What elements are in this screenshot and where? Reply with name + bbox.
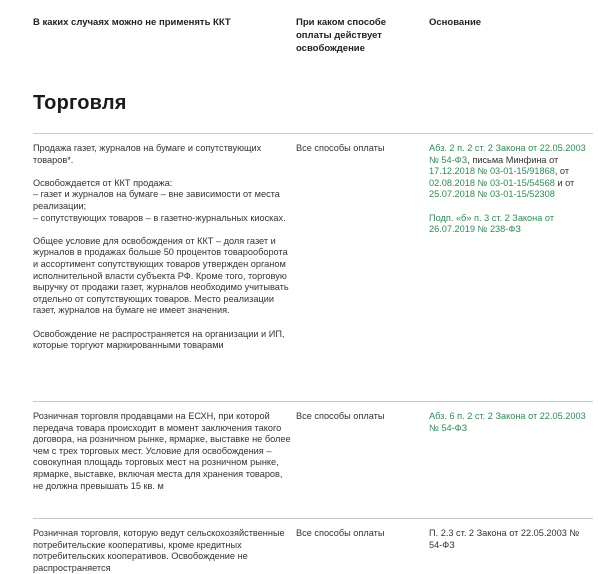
section-title: Торговля xyxy=(33,92,127,114)
law-link[interactable]: Абз. 2 п. 2 ст. 2 Закона от 22.05.2003 № 54-ФЗ xyxy=(429,143,586,165)
basis-cell xyxy=(429,411,589,434)
row-divider xyxy=(33,401,593,402)
basis-reference xyxy=(429,528,589,551)
payment-cell: Все способы оплаты xyxy=(296,528,385,538)
case-cell xyxy=(33,528,291,574)
basis-cell xyxy=(429,143,589,236)
basis-reference xyxy=(429,411,589,434)
header-payment: При каком способе оплаты действует освобождение xyxy=(296,17,387,54)
law-link[interactable]: Абз. 6 п. 2 ст. 2 Закона от 22.05.2003 № 54-ФЗ xyxy=(429,411,586,433)
law-link[interactable]: 25.07.2018 № 03-01-15/52308 xyxy=(429,189,555,200)
case-cell xyxy=(33,411,291,492)
case-paragraph: Розничная торговля, которую ведут сельскохозяйственные потребительские кооперативы, кроме кредитных потребительских кооперативов. Освобождение не распространяется xyxy=(33,528,285,573)
case-paragraph: Продажа газет, журналов на бумаге и сопутствующих товаров*. xyxy=(33,143,262,165)
law-link[interactable]: Подп. «б» п. 3 ст. 2 Закона от 26.07.2019 № 238-ФЗ xyxy=(429,212,555,235)
basis-text: , письма Минфина от xyxy=(467,154,559,165)
case-paragraph: Освобождение не распространяется на организации и ИП, которые торгуют маркированными товарами xyxy=(33,328,285,351)
basis-text: П. 2.3 ст. 2 Закона от 22.05.2003 № 54-ФЗ xyxy=(429,528,580,550)
row-divider xyxy=(33,133,593,134)
law-link[interactable]: 02.08.2018 № 03-01-15/54568 xyxy=(429,177,555,188)
case-paragraph: Общее условие для освобождения от ККТ – доля газет и журналов в продажах больше 50 процентов товарооборота и ассортимент сопутствующих товаров утвержден органом исполнительной власти субъекта РФ. Кроме того, торговую выручку от продажи газет, журналов необходимо учитывать отдельно от сопутствующих товаров. Место реализации газет, журналов на бумаге не имеет значения. xyxy=(33,235,289,316)
header-case: В каких случаях можно не применять ККТ xyxy=(33,17,231,28)
basis-reference xyxy=(429,213,589,236)
payment-cell: Все способы оплаты xyxy=(296,411,385,421)
case-cell xyxy=(33,143,291,352)
basis-reference xyxy=(429,143,589,201)
payment-cell: Все способы оплаты xyxy=(296,143,385,153)
row-divider xyxy=(33,518,593,519)
case-paragraph: Розничная торговля продавцами на ЕСХН, при которой передача товара происходит в момент заключения такого договора, на розничном рынке, ярмарке, выставке не более чем с трех торговых мест. Условие для освобождения – совокупная площадь торговых мест на розничном рынке, ярмарке, выставке, включая места для хранения товаров, не должна превышать 15 кв. м xyxy=(33,411,291,491)
header-basis: Основание xyxy=(429,17,482,28)
basis-cell xyxy=(429,528,589,551)
case-paragraph: Освобождается от ККТ продажа: – газет и журналов на бумаге – вне зависимости от места реализации; – сопутствующих товаров – в газетно-журнальных киосках. xyxy=(33,177,286,223)
table-header xyxy=(0,0,598,60)
basis-text: , от xyxy=(554,166,570,177)
law-link[interactable]: 17.12.2018 № 03-01-15/91868 xyxy=(429,166,555,177)
basis-text: и от xyxy=(554,177,575,188)
